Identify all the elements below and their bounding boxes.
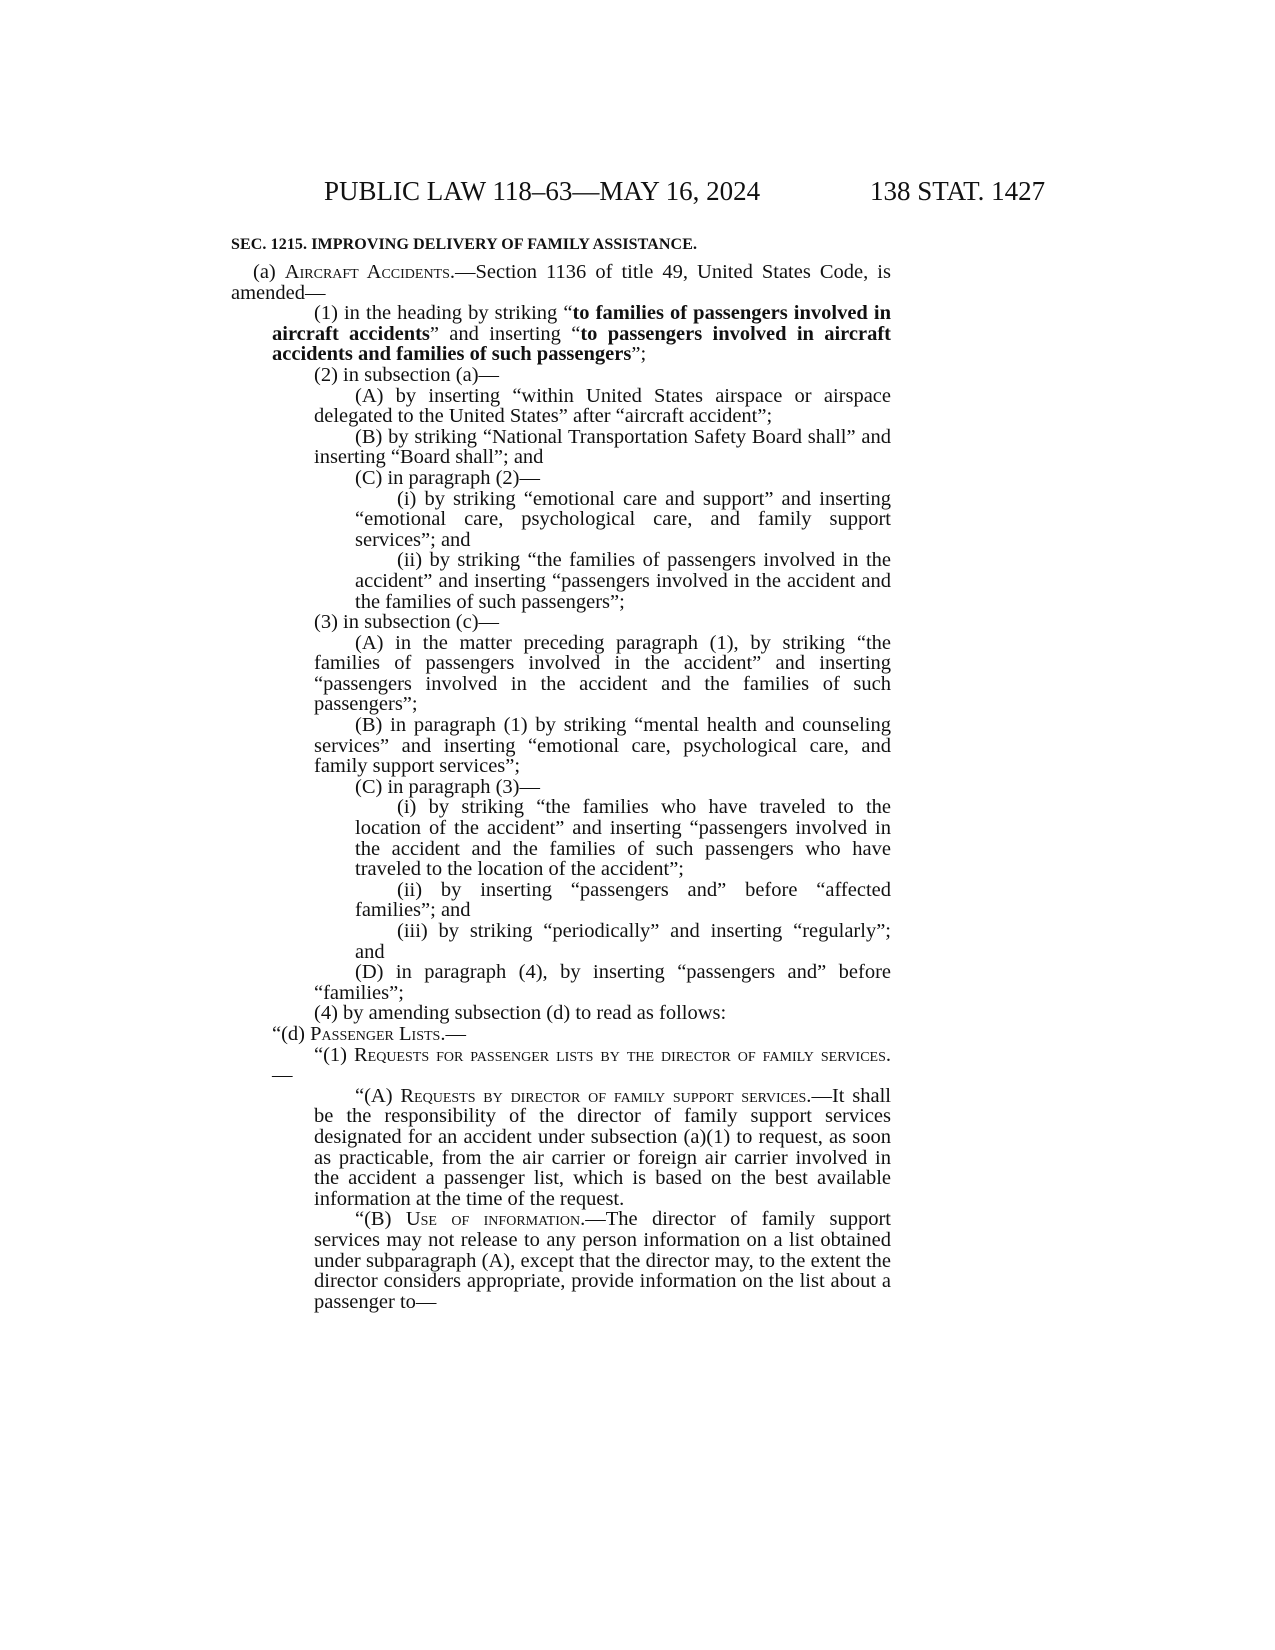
document-body [231, 262, 891, 1312]
paragraph-2: (2) in subsection (a)— [314, 363, 500, 386]
paragraph-3-B: (B) in paragraph (1) by striking “mental health and counseling services” and inserting “emotional care, psychological care, and family support services”; [314, 714, 891, 778]
subsection-d-1-A: “(A) Requests by director of family support services.—It shall be the responsibility of the director of family support services designated for an accident under subsection (a)(1) to request, as soon as practicable, from the air carrier or foreign air carrier involved in the accident a passenger list, which is based on the best available information at the time of the request. [314, 1084, 891, 1210]
subsection-a: (a) Aircraft Accidents.—Section 1136 of title 49, United States Code, is amended— [231, 261, 891, 304]
paragraph-3-D: (D) in paragraph (4), by inserting “passengers and” before “families”; [314, 961, 891, 1004]
paragraph-2-C: (C) in paragraph (2)— [355, 466, 541, 489]
subsection-d-1-B-heading: Use of information. [405, 1208, 586, 1231]
paragraph-2-A: (A) by inserting “within United States airspace or airspace delegated to the United States” after “aircraft accident”; [314, 384, 891, 428]
subsection-d-1-B: “(B) Use of information.—The director of family support services may not release to any person information on a list obtained under subparagraph (A), except that the director may, to the extent the director considers appropriate, provide information on the list about a passenger to— [314, 1208, 891, 1313]
paragraph-1: (1) in the heading by striking “to families of passengers involved in aircraft accidents” and inserting “to passengers involved in aircraft accidents and families of such passengers”; [272, 302, 891, 366]
paragraph-3-C-i: (i) by striking “the families who have traveled to the location of the accident” and inserting “passengers involved in the accident and the families of such passengers who have traveled to the location of the accident”; [355, 796, 891, 881]
subsection-d: “(d) Passenger Lists.— [272, 1022, 466, 1045]
paragraph-3-C-iii: (iii) by striking “periodically” and inserting “regularly”; and [355, 920, 891, 963]
paragraph-2-C-i: (i) by striking “emotional care and support” and inserting “emotional care, psychological care, and family support services”; and [355, 487, 891, 551]
paragraph-3-A: (A) in the matter preceding paragraph (1), by striking “the families of passengers involved in the accident” and inserting “passengers involved in the accident and the families of such passengers”; [314, 631, 891, 716]
section-title: SEC. 1215. IMPROVING DELIVERY OF FAMILY ASSISTANCE. [231, 236, 698, 253]
subsection-a-heading: Aircraft Accidents. [284, 261, 456, 283]
stat-page-number: 138 STAT. 1427 [870, 176, 1046, 206]
subsection-d-1: “(1) Requests for passenger lists by the director of family services.— [272, 1043, 891, 1087]
paragraph-3-C: (C) in paragraph (3)— [355, 775, 541, 798]
paragraph-2-B: (B) by striking “National Transportation Safety Board shall” and inserting “Board shall”; and [314, 425, 891, 469]
running-head: PUBLIC LAW 118–63—MAY 16, 2024 [324, 176, 761, 206]
subsection-d-1-A-heading: Requests by director of family support services. [400, 1084, 812, 1107]
paragraph-2-C-ii: (ii) by striking “the families of passengers involved in the accident” and inserting “passengers involved in the accident and the families of such passengers”; [355, 549, 891, 613]
subsection-d-1-heading: Requests for passenger lists by the director of family services. [353, 1043, 891, 1066]
paragraph-3: (3) in subsection (c)— [314, 611, 500, 634]
subsection-d-heading: Passenger Lists. [310, 1022, 446, 1045]
paragraph-3-C-ii: (ii) by inserting “passengers and” before “affected families”; and [355, 878, 891, 922]
paragraph-4: (4) by amending subsection (d) to read as follows: [314, 1002, 727, 1025]
